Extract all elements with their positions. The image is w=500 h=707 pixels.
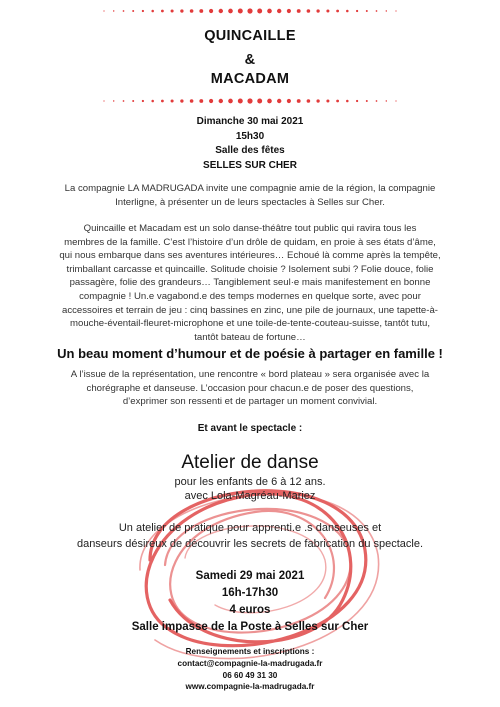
divider-dot bbox=[376, 100, 378, 102]
divider-dot bbox=[219, 9, 223, 13]
divider-dot bbox=[376, 10, 378, 12]
description-line: tantôt bateau de fortune… bbox=[194, 331, 306, 343]
divider-dot bbox=[287, 99, 291, 103]
divider-dot bbox=[316, 9, 319, 12]
description-line: passagère, folie des grandeurs… Tangiblement seul·e mais manifestement en bonne bbox=[69, 277, 431, 289]
divider-dot bbox=[142, 100, 144, 102]
atelier-teacher: avec Lola-Magréau-Mariez bbox=[184, 489, 316, 502]
divider-dot bbox=[336, 100, 339, 103]
divider-dot bbox=[103, 100, 104, 101]
divider-dot bbox=[277, 9, 281, 13]
divider-dot bbox=[151, 100, 154, 103]
divider-dot bbox=[326, 99, 329, 102]
atelier-date: Samedi 29 mai 2021 bbox=[195, 570, 305, 582]
description-line: qui nous embarque dans ses aventures intérieures… Echoué là comme après la tempête, bbox=[59, 250, 441, 262]
contact-email[interactable]: contact@compagnie-la-madrugada.fr bbox=[177, 658, 323, 668]
divider-dot bbox=[171, 9, 174, 12]
divider-dot bbox=[257, 99, 262, 104]
description-paragraph bbox=[40, 222, 460, 344]
divider-dot bbox=[395, 100, 396, 101]
divider-dot bbox=[366, 100, 368, 102]
description-line: Quincaille et Macadam est un solo danse-théâtre tout public qui ravira tous les bbox=[83, 223, 417, 234]
header-dot-divider bbox=[100, 96, 400, 106]
after-show-line: chorégraphe et danseuse. L’occasion pour chacun.e de poser des questions, bbox=[86, 382, 414, 394]
divider-dot bbox=[267, 99, 272, 104]
divider-dot bbox=[386, 10, 387, 11]
description-line: accessoires et terrain de jeu : cinq bassines en zinc, une pile de journaux, une tapette-à- bbox=[62, 304, 438, 316]
divider-dot bbox=[123, 10, 125, 12]
atelier-place: Salle impasse de la Poste à Selles sur Cher bbox=[131, 621, 369, 633]
divider-dot bbox=[151, 10, 154, 13]
atelier-audience-block bbox=[0, 476, 500, 503]
divider-dot bbox=[123, 100, 125, 102]
after-show-line: d’exprimer son ressenti et de partager un moment convivial. bbox=[122, 396, 378, 408]
divider-dot bbox=[287, 9, 291, 13]
divider-dot bbox=[132, 10, 134, 12]
contact-block bbox=[0, 646, 500, 693]
contact-phone: 06 60 49 31 30 bbox=[222, 670, 278, 680]
top-dot-divider bbox=[100, 6, 400, 16]
divider-dot bbox=[190, 9, 194, 13]
description-line: membres de la famille. C’est l’histoire d’un drôle de quidam, en proie à ses états d’âme, bbox=[64, 236, 436, 248]
divider-dot bbox=[238, 99, 243, 104]
divider-dot bbox=[297, 9, 301, 13]
event-venue: Salle des fêtes bbox=[215, 145, 285, 156]
intro-paragraph bbox=[40, 182, 460, 209]
intro-line: Interligne, à présenter un de leurs spectacles à Selles sur Cher. bbox=[115, 196, 385, 208]
description-line: trimballant carcasse et quincaille. Solitude choisie ? Isolement subi ? Folie douce, folie bbox=[66, 263, 434, 275]
divider-dot bbox=[267, 9, 272, 14]
title-line-2: & bbox=[244, 52, 256, 68]
atelier-description bbox=[60, 521, 440, 552]
divider-dot bbox=[395, 10, 396, 11]
divider-dot bbox=[171, 99, 174, 102]
divider-dot bbox=[386, 100, 387, 101]
divider-dot bbox=[142, 10, 144, 12]
atelier-price: 4 euros bbox=[229, 604, 271, 616]
contact-website[interactable]: www.compagnie-la-madrugada.fr bbox=[185, 682, 315, 692]
event-city: SELLES SUR CHER bbox=[203, 159, 297, 171]
before-show-heading: Et avant le spectacle : bbox=[197, 423, 303, 434]
divider-dot bbox=[113, 10, 114, 11]
divider-dot bbox=[326, 9, 329, 12]
divider-dot bbox=[161, 10, 164, 13]
divider-dot bbox=[307, 99, 311, 103]
divider-dot bbox=[297, 99, 301, 103]
divider-dot bbox=[219, 99, 223, 103]
atelier-desc-line: danseurs désireux de découvrir les secrets de fabrication du spectacle. bbox=[76, 537, 424, 550]
highlight-tagline: Un beau moment d’humour et de poésie à partager en famille ! bbox=[57, 346, 443, 361]
atelier-desc-line: Un atelier de pratique pour apprenti.e .s danseuses et bbox=[118, 522, 382, 534]
event-time: 15h30 bbox=[235, 130, 265, 142]
divider-dot bbox=[346, 100, 349, 103]
divider-dot bbox=[336, 10, 339, 13]
divider-dot bbox=[199, 99, 203, 103]
divider-dot bbox=[228, 9, 233, 14]
event-date: Dimanche 30 mai 2021 bbox=[196, 116, 304, 127]
divider-dot bbox=[180, 99, 183, 102]
divider-dot bbox=[307, 9, 311, 13]
divider-dot bbox=[113, 100, 114, 101]
after-show-line: A l’issue de la représentation, une rencontre « bord plateau » sera organisée avec la bbox=[70, 369, 430, 380]
divider-dot bbox=[161, 100, 164, 103]
atelier-audience: pour les enfants de 6 à 12 ans. bbox=[174, 476, 326, 488]
atelier-schedule bbox=[0, 568, 500, 636]
description-line: mouche-éventail-fleuret-microphone et une toile-de-tente-couteau-suisse, tantôt tutu, bbox=[70, 318, 430, 330]
divider-dot bbox=[247, 98, 252, 103]
divider-dot bbox=[209, 9, 213, 13]
divider-dot bbox=[356, 10, 358, 12]
title-line-1: QUINCAILLE bbox=[204, 28, 296, 44]
atelier-time: 16h-17h30 bbox=[221, 587, 279, 599]
divider-dot bbox=[180, 9, 183, 12]
divider-dot bbox=[103, 10, 104, 11]
divider-dot bbox=[356, 100, 358, 102]
event-details bbox=[0, 115, 500, 173]
divider-dot bbox=[277, 99, 281, 103]
divider-dot bbox=[257, 9, 262, 14]
divider-dot bbox=[247, 8, 252, 13]
divider-dot bbox=[132, 100, 134, 102]
description-line: compagnie ! Un.e vagabond.e des temps modernes en quelque sorte, avec pour bbox=[79, 290, 421, 302]
divider-dot bbox=[238, 9, 243, 14]
divider-dot bbox=[366, 10, 368, 12]
intro-line: La compagnie LA MADRUGADA invite une compagnie amie de la région, la compagnie bbox=[64, 183, 436, 194]
divider-dot bbox=[228, 99, 233, 104]
title-line-3: MACADAM bbox=[210, 71, 290, 87]
divider-dot bbox=[199, 9, 203, 13]
atelier-title: Atelier de danse bbox=[181, 452, 319, 473]
contact-heading: Renseignements et inscriptions : bbox=[185, 647, 315, 656]
divider-dot bbox=[190, 99, 194, 103]
divider-dot bbox=[316, 99, 319, 102]
divider-dot bbox=[209, 99, 213, 103]
after-show-paragraph bbox=[40, 368, 460, 409]
divider-dot bbox=[346, 10, 349, 13]
